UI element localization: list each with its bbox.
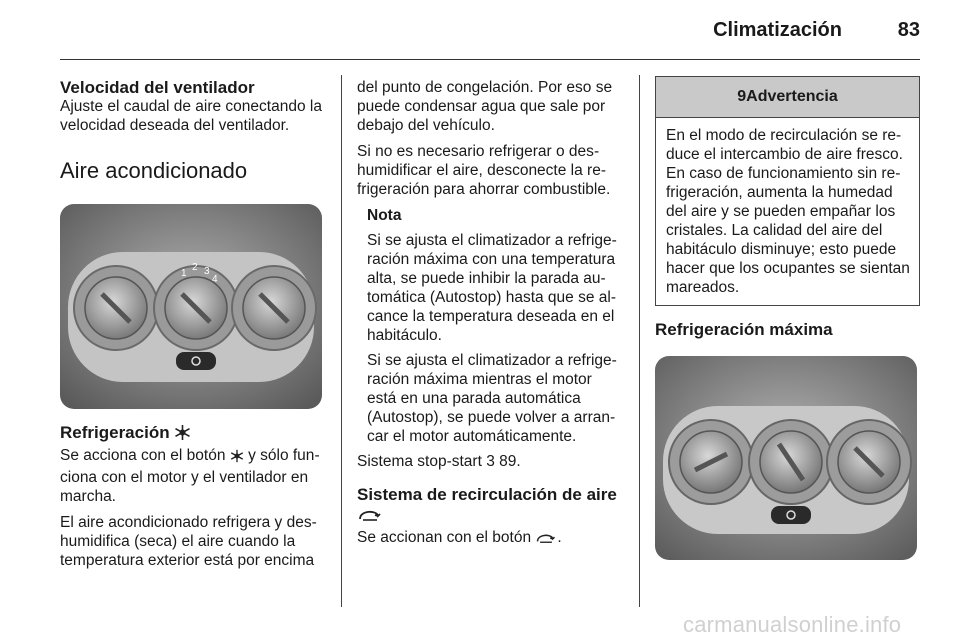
warning-text: En el modo de recirculación se reduce el intercambio de aire fresco. En caso de funcionamiento sin refrigeración, aumenta la humedad del aire y se pueden empañar los cristales. La calidad del aire del habitáculo disminuye; esto puede hacer que los ocupantes se sientan mareados. [666, 127, 910, 296]
heading-cooling [60, 423, 328, 446]
heading-recirculation [357, 485, 625, 528]
heading-recirculation-text: Sistema de recirculación de aire [357, 485, 617, 504]
climate-panel-illustration [60, 204, 322, 409]
panel-label-2: 2 [192, 262, 198, 273]
paragraph-recirculation [357, 528, 625, 550]
column-divider-2 [639, 75, 640, 607]
page-header [0, 0, 960, 62]
watermark-text: carmanualsonline.info [683, 612, 902, 637]
page-title: Climatización [713, 19, 842, 41]
heading-fan-speed: Velocidad del ventilador [60, 78, 255, 97]
paragraph-recirculation-text: Se accionan con el botón [357, 529, 532, 546]
panel-label-1: 1 [181, 268, 187, 279]
paragraph-condensation: del punto de congelación. Por eso se puede condensar agua que sale por debajo del vehículo. [357, 79, 613, 134]
panel-label-3: 3 [204, 266, 210, 277]
stop-start-text: Sistema stop-start [357, 453, 482, 470]
warning-title: Advertencia [746, 88, 838, 105]
recirculation-icon [357, 507, 383, 528]
note-title: Nota [367, 207, 402, 224]
warning-header [656, 77, 919, 118]
column-3 [655, 78, 920, 570]
column-divider-1 [341, 75, 342, 607]
paragraph-recirculation-end: . [557, 529, 562, 546]
warning-box [655, 76, 920, 306]
heading-air-conditioning: Aire acondicionado [60, 158, 248, 183]
paragraph-disable-cooling: Si no es necesario refrigerar o deshumidificar el aire, desconecte la refrigeración para ahorrar combustible. [357, 143, 611, 198]
header-rule [60, 59, 920, 60]
page-number: 83 [897, 19, 920, 41]
paragraph-fan-speed: Ajuste el caudal de aire conectando la velocidad deseada del ventilador. [60, 98, 322, 134]
cross-reference-arrow-icon: 3 [486, 453, 495, 470]
paragraph-cooling-1b: y sólo funciona con el motor y el ventilador en marcha. [60, 447, 320, 505]
climate-panel-image-2 [655, 356, 917, 560]
stop-start-page-ref[interactable]: 89. [499, 453, 521, 470]
snowflake-icon [174, 424, 191, 446]
panel-label-4: 4 [212, 274, 218, 285]
heading-cooling-text: Refrigeración [60, 423, 170, 442]
column-2 [357, 78, 625, 557]
paragraph-stop-start [357, 452, 625, 471]
note-paragraph-1: Si se ajusta el climatizador a refrigeración máxima con una temperatura alta, se puede inhibir la parada automática (Autostop) hasta que se alcance la temperatura deseada en el habitáculo. [367, 232, 617, 344]
climate-panel-max-illustration [655, 356, 917, 560]
paragraph-cooling-2: El aire acondicionado refrigera y deshumidifica (seca) el aire cuando la temperatura exterior está por encima [60, 514, 317, 569]
climate-panel-image-1 [60, 204, 322, 409]
heading-max-cooling: Refrigeración máxima [655, 320, 833, 339]
recirculation-icon-inline [535, 531, 557, 550]
paragraph-cooling-1a: Se acciona con el botón [60, 447, 226, 464]
snowflake-icon-inline [230, 449, 244, 468]
note-paragraph-2: Si se ajusta el climatizador a refrigeración máxima mientras el motor está en una parada automática (Autostop), se puede volver a arrancar el motor automáticamente. [367, 352, 617, 445]
warning-triangle-icon: 9 [737, 88, 747, 105]
note-block [357, 206, 625, 446]
column-1 [60, 78, 328, 577]
paragraph-cooling-1 [60, 446, 328, 506]
